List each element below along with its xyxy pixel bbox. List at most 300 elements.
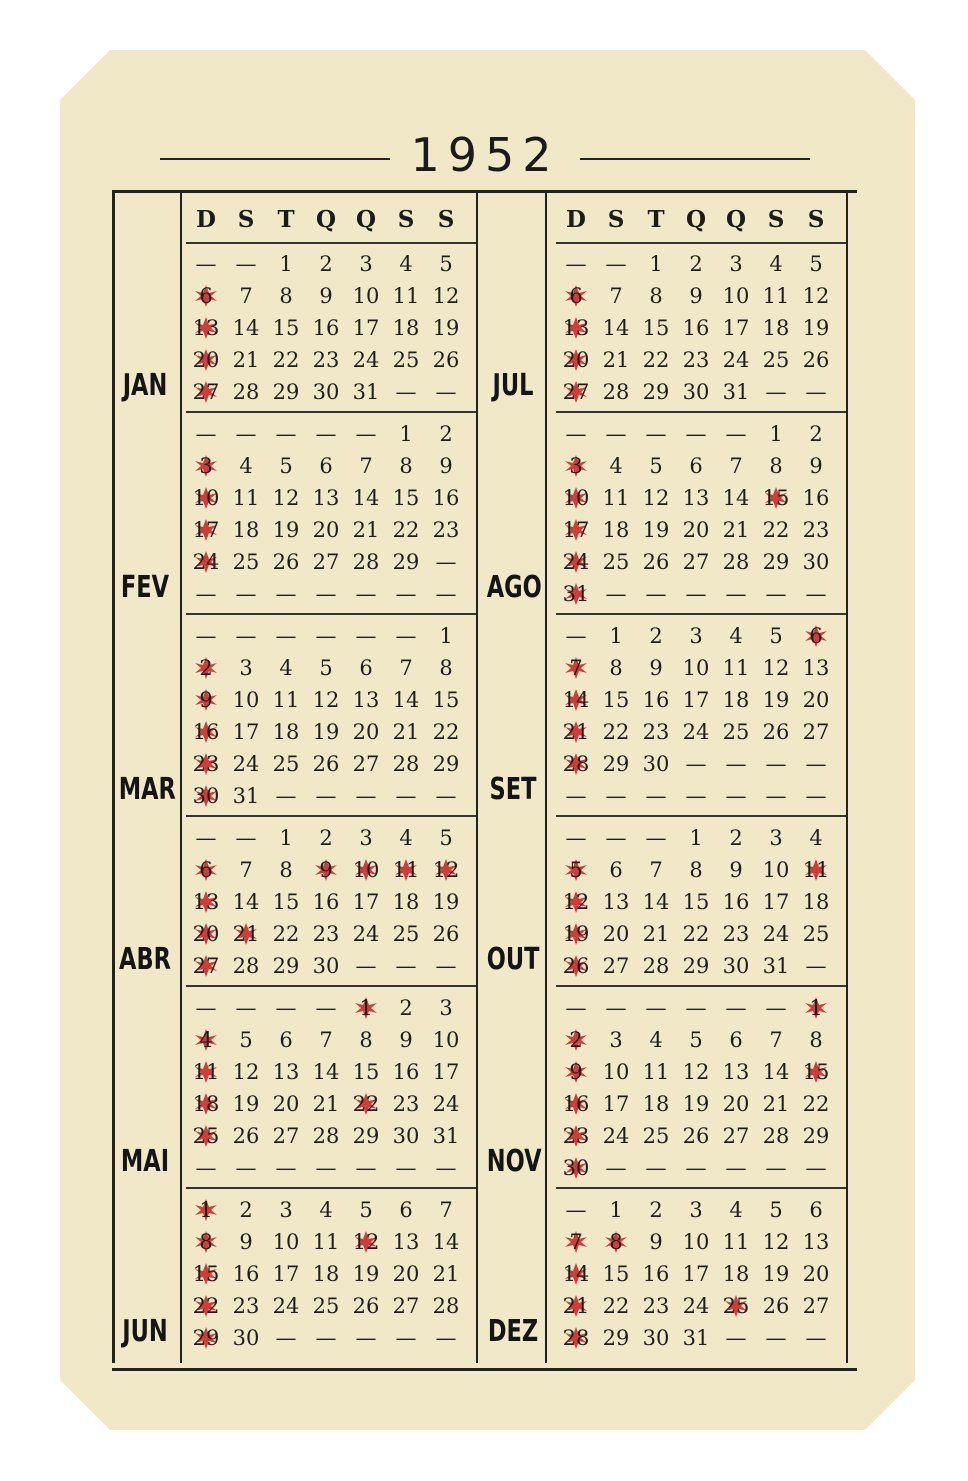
day-cell xyxy=(796,854,836,886)
day-number: 1 xyxy=(689,826,703,850)
day-number: 7 xyxy=(609,284,623,308)
day-number: 27 xyxy=(192,954,220,978)
day-number: 30 xyxy=(312,954,340,978)
empty-day: — xyxy=(725,582,747,606)
day-cell xyxy=(266,1258,306,1290)
day-number: 3 xyxy=(439,996,453,1020)
day-cell xyxy=(186,950,226,982)
day-number: 27 xyxy=(602,954,630,978)
week-row xyxy=(556,1088,846,1120)
day-cell xyxy=(676,248,716,280)
day-cell xyxy=(426,854,466,886)
day-number: 18 xyxy=(722,688,750,712)
day-cell xyxy=(426,1322,466,1354)
day-number: 8 xyxy=(399,454,413,478)
day-number: 10 xyxy=(432,1028,460,1052)
weekday-label: S xyxy=(437,206,455,233)
day-cell xyxy=(386,652,426,684)
day-cell xyxy=(596,1322,636,1354)
day-number: 9 xyxy=(399,1028,413,1052)
day-cell xyxy=(346,822,386,854)
day-number: 21 xyxy=(232,922,260,946)
day-cell xyxy=(756,1290,796,1322)
week-row xyxy=(186,1322,476,1354)
day-number: 22 xyxy=(642,348,670,372)
day-number: 30 xyxy=(312,380,340,404)
day-number: 13 xyxy=(802,1230,830,1254)
day-cell xyxy=(676,1120,716,1152)
month-separator xyxy=(556,1187,846,1189)
day-number: 18 xyxy=(192,1092,220,1116)
day-number: 10 xyxy=(682,656,710,680)
day-number: 15 xyxy=(602,1262,630,1286)
empty-day: — xyxy=(805,582,827,606)
month-separator xyxy=(556,985,846,987)
day-number: 4 xyxy=(399,252,413,276)
day-number: 10 xyxy=(562,486,590,510)
day-cell xyxy=(796,748,836,780)
day-number: 9 xyxy=(439,454,453,478)
day-number: 12 xyxy=(432,284,460,308)
day-cell xyxy=(186,248,226,280)
day-cell xyxy=(716,280,756,312)
day-number: 11 xyxy=(802,858,830,882)
day-cell xyxy=(346,950,386,982)
day-cell xyxy=(186,1258,226,1290)
day-number: 28 xyxy=(352,550,380,574)
empty-day: — xyxy=(685,582,707,606)
day-cell xyxy=(676,312,716,344)
day-number: 24 xyxy=(722,348,750,372)
day-cell xyxy=(186,1194,226,1226)
day-number: 16 xyxy=(642,688,670,712)
empty-day: — xyxy=(565,1198,587,1222)
month-name-jul: JUL xyxy=(492,368,534,403)
day-cell xyxy=(636,652,676,684)
day-number: 15 xyxy=(272,316,300,340)
day-number: 30 xyxy=(802,550,830,574)
day-cell xyxy=(346,1226,386,1258)
day-number: 5 xyxy=(359,1198,373,1222)
day-cell xyxy=(716,1088,756,1120)
day-cell xyxy=(676,620,716,652)
day-number: 1 xyxy=(399,422,413,446)
day-number: 6 xyxy=(609,858,623,882)
day-cell xyxy=(266,684,306,716)
day-number: 15 xyxy=(642,316,670,340)
week-row xyxy=(186,918,476,950)
day-cell xyxy=(716,1258,756,1290)
day-cell xyxy=(266,1056,306,1088)
day-number: 5 xyxy=(689,1028,703,1052)
week-row xyxy=(556,716,846,748)
day-cell xyxy=(186,780,226,812)
week-row xyxy=(556,854,846,886)
empty-day: — xyxy=(395,582,417,606)
empty-day: — xyxy=(195,1156,217,1180)
day-number: 29 xyxy=(682,954,710,978)
day-cell xyxy=(756,886,796,918)
day-cell xyxy=(226,684,266,716)
day-number: 23 xyxy=(642,720,670,744)
day-number: 26 xyxy=(682,1124,710,1148)
day-cell xyxy=(796,1258,836,1290)
weekday-label: S xyxy=(607,206,625,233)
day-cell xyxy=(636,918,676,950)
day-number: 3 xyxy=(609,1028,623,1052)
week-row xyxy=(556,514,846,546)
day-cell xyxy=(796,992,836,1024)
weekday-label: S xyxy=(807,206,825,233)
weekday-label: T xyxy=(647,206,665,233)
day-cell xyxy=(266,620,306,652)
day-number: 8 xyxy=(769,454,783,478)
empty-day: — xyxy=(685,752,707,776)
day-cell xyxy=(306,1322,346,1354)
day-cell xyxy=(756,992,796,1024)
day-cell xyxy=(556,620,596,652)
day-cell xyxy=(556,918,596,950)
empty-day: — xyxy=(435,954,457,978)
day-number: 1 xyxy=(609,624,623,648)
week-row xyxy=(186,620,476,652)
day-number: 6 xyxy=(279,1028,293,1052)
week-row xyxy=(186,1152,476,1184)
day-number: 8 xyxy=(649,284,663,308)
day-number: 27 xyxy=(272,1124,300,1148)
day-number: 8 xyxy=(609,656,623,680)
day-cell xyxy=(596,248,636,280)
day-number: 15 xyxy=(392,486,420,510)
day-cell xyxy=(556,1290,596,1322)
day-cell xyxy=(556,684,596,716)
day-cell xyxy=(676,280,716,312)
day-cell xyxy=(676,780,716,812)
day-number: 20 xyxy=(312,518,340,542)
week-row xyxy=(186,1120,476,1152)
day-cell xyxy=(266,482,306,514)
day-number: 11 xyxy=(392,858,420,882)
day-cell xyxy=(186,418,226,450)
day-cell xyxy=(716,1194,756,1226)
empty-day: — xyxy=(565,252,587,276)
day-cell xyxy=(266,344,306,376)
day-number: 10 xyxy=(192,486,220,510)
day-cell xyxy=(426,780,466,812)
empty-day: — xyxy=(765,752,787,776)
day-number: 15 xyxy=(762,486,790,510)
day-number: 2 xyxy=(729,826,743,850)
empty-day: — xyxy=(195,624,217,648)
day-cell xyxy=(186,1322,226,1354)
day-cell xyxy=(346,312,386,344)
day-number: 23 xyxy=(312,922,340,946)
day-number: 31 xyxy=(562,582,590,606)
day-cell xyxy=(676,450,716,482)
week-row xyxy=(186,1258,476,1290)
week-row xyxy=(556,280,846,312)
day-cell xyxy=(266,1194,306,1226)
day-cell xyxy=(346,652,386,684)
day-number: 24 xyxy=(272,1294,300,1318)
week-row xyxy=(556,1194,846,1226)
day-cell xyxy=(636,546,676,578)
day-cell xyxy=(596,854,636,886)
day-cell xyxy=(596,312,636,344)
empty-day: — xyxy=(235,624,257,648)
month-name-jan: JAN xyxy=(122,368,168,403)
empty-day: — xyxy=(195,582,217,606)
day-number: 11 xyxy=(272,688,300,712)
day-cell xyxy=(716,248,756,280)
day-cell xyxy=(796,546,836,578)
day-number: 17 xyxy=(352,316,380,340)
day-cell xyxy=(266,376,306,408)
day-cell xyxy=(266,312,306,344)
weekday-label: Q xyxy=(685,206,707,233)
empty-day: — xyxy=(355,954,377,978)
day-number: 5 xyxy=(439,252,453,276)
day-number: 4 xyxy=(319,1198,333,1222)
day-cell xyxy=(266,822,306,854)
week-row xyxy=(556,418,846,450)
day-cell xyxy=(636,716,676,748)
day-number: 23 xyxy=(682,348,710,372)
day-number: 4 xyxy=(239,454,253,478)
day-number: 3 xyxy=(359,252,373,276)
empty-day: — xyxy=(645,996,667,1020)
week-row xyxy=(186,1088,476,1120)
day-cell xyxy=(716,482,756,514)
day-number: 14 xyxy=(392,688,420,712)
day-cell xyxy=(556,344,596,376)
day-number: 20 xyxy=(802,688,830,712)
day-cell xyxy=(346,1088,386,1120)
day-cell xyxy=(186,1088,226,1120)
day-cell xyxy=(596,748,636,780)
day-cell xyxy=(426,514,466,546)
day-cell xyxy=(186,482,226,514)
day-cell xyxy=(716,450,756,482)
day-cell xyxy=(596,1194,636,1226)
day-cell xyxy=(186,1120,226,1152)
empty-day: — xyxy=(435,550,457,574)
day-cell xyxy=(346,1322,386,1354)
day-number: 18 xyxy=(392,316,420,340)
day-number: 22 xyxy=(272,922,300,946)
day-number: 30 xyxy=(682,380,710,404)
day-number: 9 xyxy=(649,656,663,680)
day-cell xyxy=(756,620,796,652)
day-number: 21 xyxy=(432,1262,460,1286)
day-number: 23 xyxy=(802,518,830,542)
weekday-label: D xyxy=(566,206,586,233)
empty-day: — xyxy=(275,784,297,808)
week-row xyxy=(556,822,846,854)
day-cell xyxy=(756,514,796,546)
day-number: 16 xyxy=(562,1092,590,1116)
day-cell xyxy=(796,1056,836,1088)
week-row xyxy=(186,1226,476,1258)
day-cell xyxy=(306,1194,346,1226)
day-number: 9 xyxy=(239,1230,253,1254)
day-cell xyxy=(556,578,596,610)
day-cell xyxy=(346,578,386,610)
day-number: 14 xyxy=(352,486,380,510)
day-cell xyxy=(596,1120,636,1152)
week-row xyxy=(556,312,846,344)
day-number: 28 xyxy=(762,1124,790,1148)
day-cell xyxy=(226,312,266,344)
day-number: 22 xyxy=(192,1294,220,1318)
day-cell xyxy=(756,248,796,280)
day-cell xyxy=(556,992,596,1024)
day-number: 21 xyxy=(392,720,420,744)
day-cell xyxy=(426,1226,466,1258)
day-number: 5 xyxy=(649,454,663,478)
day-cell xyxy=(556,748,596,780)
empty-day: — xyxy=(725,996,747,1020)
day-cell xyxy=(306,1290,346,1322)
day-number: 29 xyxy=(642,380,670,404)
day-cell xyxy=(756,1194,796,1226)
day-cell xyxy=(186,376,226,408)
day-number: 12 xyxy=(272,486,300,510)
week-row xyxy=(556,450,846,482)
day-cell xyxy=(796,1194,836,1226)
day-cell xyxy=(716,418,756,450)
day-cell xyxy=(676,1290,716,1322)
day-number: 1 xyxy=(439,624,453,648)
day-number: 25 xyxy=(392,922,420,946)
day-number: 24 xyxy=(682,720,710,744)
day-number: 1 xyxy=(279,826,293,850)
day-number: 27 xyxy=(312,550,340,574)
day-cell xyxy=(636,822,676,854)
day-cell xyxy=(426,1258,466,1290)
day-number: 18 xyxy=(312,1262,340,1286)
day-cell xyxy=(266,652,306,684)
day-number: 30 xyxy=(722,954,750,978)
day-number: 30 xyxy=(562,1156,590,1180)
day-number: 7 xyxy=(399,656,413,680)
day-number: 8 xyxy=(199,1230,213,1254)
day-number: 28 xyxy=(642,954,670,978)
week-row xyxy=(186,376,476,408)
empty-day: — xyxy=(725,1326,747,1350)
day-number: 18 xyxy=(722,1262,750,1286)
day-cell xyxy=(676,918,716,950)
day-number: 5 xyxy=(439,826,453,850)
day-number: 28 xyxy=(232,380,260,404)
day-cell xyxy=(426,652,466,684)
day-number: 8 xyxy=(279,284,293,308)
day-number: 16 xyxy=(432,486,460,510)
day-number: 16 xyxy=(802,486,830,510)
day-cell xyxy=(226,418,266,450)
day-number: 27 xyxy=(562,380,590,404)
week-row xyxy=(556,1290,846,1322)
year-title: 1952 xyxy=(410,128,560,182)
day-cell xyxy=(796,1226,836,1258)
day-number: 15 xyxy=(432,688,460,712)
day-cell xyxy=(756,280,796,312)
day-number: 14 xyxy=(432,1230,460,1254)
day-cell xyxy=(226,748,266,780)
day-cell xyxy=(796,248,836,280)
day-cell xyxy=(426,620,466,652)
day-number: 1 xyxy=(279,252,293,276)
empty-day: — xyxy=(355,1156,377,1180)
day-number: 6 xyxy=(569,284,583,308)
day-cell xyxy=(796,1322,836,1354)
month-name-mar: MAR xyxy=(118,772,176,807)
week-row xyxy=(186,1194,476,1226)
day-number: 17 xyxy=(682,1262,710,1286)
empty-day: — xyxy=(435,380,457,404)
day-cell xyxy=(226,1088,266,1120)
day-cell xyxy=(796,684,836,716)
day-number: 1 xyxy=(809,996,823,1020)
weekday-label: T xyxy=(277,206,295,233)
day-number: 7 xyxy=(439,1198,453,1222)
day-number: 11 xyxy=(392,284,420,308)
day-cell xyxy=(226,546,266,578)
title-rule-left xyxy=(160,158,390,160)
day-number: 10 xyxy=(762,858,790,882)
week-row xyxy=(556,248,846,280)
week-row xyxy=(556,1226,846,1258)
day-number: 22 xyxy=(392,518,420,542)
day-cell xyxy=(226,344,266,376)
day-cell xyxy=(426,344,466,376)
day-cell xyxy=(756,1088,796,1120)
month-name-nov: NOV xyxy=(486,1144,542,1179)
day-number: 14 xyxy=(562,1262,590,1286)
weekday-label: S xyxy=(237,206,255,233)
day-cell xyxy=(596,376,636,408)
day-cell xyxy=(636,950,676,982)
day-cell xyxy=(186,684,226,716)
day-number: 12 xyxy=(682,1060,710,1084)
month-block-ago xyxy=(556,418,846,610)
day-cell xyxy=(716,620,756,652)
day-number: 4 xyxy=(729,1198,743,1222)
week-row xyxy=(556,992,846,1024)
day-number: 27 xyxy=(802,720,830,744)
day-number: 9 xyxy=(319,858,333,882)
day-cell xyxy=(756,748,796,780)
day-cell xyxy=(556,312,596,344)
day-number: 21 xyxy=(312,1092,340,1116)
day-number: 13 xyxy=(562,316,590,340)
day-cell xyxy=(306,1120,346,1152)
day-number: 21 xyxy=(562,1294,590,1318)
day-number: 11 xyxy=(642,1060,670,1084)
day-number: 22 xyxy=(762,518,790,542)
day-cell xyxy=(186,716,226,748)
empty-day: — xyxy=(275,624,297,648)
day-number: 20 xyxy=(192,922,220,946)
day-cell xyxy=(266,1226,306,1258)
day-cell xyxy=(756,684,796,716)
day-cell xyxy=(596,482,636,514)
right-month-divider xyxy=(545,193,547,1363)
day-number: 20 xyxy=(192,348,220,372)
day-number: 7 xyxy=(239,284,253,308)
day-cell xyxy=(676,684,716,716)
empty-day: — xyxy=(235,252,257,276)
